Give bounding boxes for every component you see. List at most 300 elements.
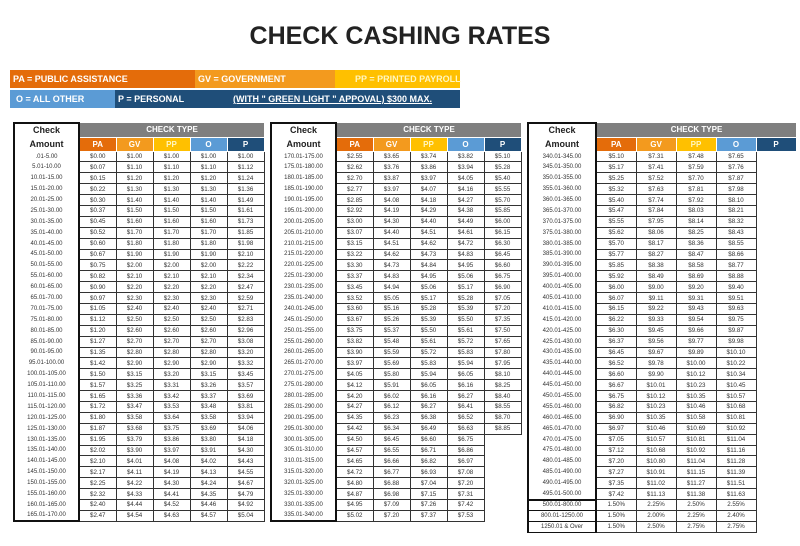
table-row: [528, 445, 796, 456]
table-row: [528, 336, 796, 347]
rate-pa: $7.12: [596, 445, 636, 456]
rate-pa: $4.57: [336, 445, 373, 456]
rate-pa: $2.10: [79, 456, 116, 467]
table-row: [271, 195, 521, 206]
rate-p: $4.55: [227, 467, 264, 478]
check-amount-range: 255.01-260.00: [271, 336, 336, 347]
rate-p: $8.85: [484, 423, 521, 434]
table-row: [528, 478, 796, 489]
table-row: [271, 358, 521, 369]
check-amount-range: 70.01-75.00: [14, 303, 79, 314]
table-row: [271, 489, 521, 500]
check-amount-range: 210.01-215.00: [271, 238, 336, 249]
rate-pa: $0.45: [79, 216, 116, 227]
rate-table-1: [13, 122, 265, 522]
check-amount-range: 60.01-65.00: [14, 282, 79, 293]
rate-pa: $6.97: [596, 423, 636, 434]
rate-pp: $2.80: [153, 347, 190, 358]
check-amount-range: 55.01-60.00: [14, 271, 79, 282]
rate-pa: $3.60: [336, 303, 373, 314]
rate-gv: $3.97: [373, 184, 410, 195]
check-amount-range: 170.01-175.00: [271, 151, 336, 162]
table-row: [271, 249, 521, 260]
rate-o: $6.41: [447, 401, 484, 412]
check-amount-range: 440.01-445.00: [528, 369, 596, 380]
rate-pa: $4.27: [336, 401, 373, 412]
check-amount-range: 205.01-210.00: [271, 227, 336, 238]
table-row: [14, 260, 264, 271]
rate-pa: $6.90: [596, 412, 636, 423]
rate-pa: $0.52: [79, 227, 116, 238]
table-row: [271, 216, 521, 227]
check-amount-range: 405.01-410.00: [528, 293, 596, 304]
rate-pp: $6.27: [410, 401, 447, 412]
rate-pa: $1.20: [79, 325, 116, 336]
check-amount-range: 310.01-315.00: [271, 456, 336, 467]
rate-p: $7.95: [484, 358, 521, 369]
rate-o: $1.90: [190, 249, 227, 260]
rate-pp: $7.15: [410, 489, 447, 500]
empty-cell: [756, 205, 796, 216]
table-row: [14, 184, 264, 195]
rate-o: $4.13: [190, 467, 227, 478]
check-amount-range: 355.01-360.00: [528, 184, 596, 195]
rate-pa: $2.85: [336, 195, 373, 206]
table-row: [528, 325, 796, 336]
rate-pa: $2.40: [79, 500, 116, 511]
rate-gv: $9.78: [636, 358, 676, 369]
rate-pp: $9.89: [676, 347, 716, 358]
rate-pa: $6.45: [596, 347, 636, 358]
rate-gv: $7.20: [373, 510, 410, 521]
rate-gv: $6.88: [373, 478, 410, 489]
rate-pp: $4.30: [153, 478, 190, 489]
rate-o: $3.58: [190, 412, 227, 423]
rate-pa: $5.02: [336, 510, 373, 521]
table-row: [14, 423, 264, 434]
check-amount-range: 370.01-375.00: [528, 216, 596, 227]
empty-cell: [756, 467, 796, 478]
rate-pa: $4.87: [336, 489, 373, 500]
rate-gv: $9.33: [636, 314, 676, 325]
rate-pa: $5.55: [596, 216, 636, 227]
rate-pa: $3.82: [336, 336, 373, 347]
rate-pp: $4.19: [153, 467, 190, 478]
empty-cell: [756, 521, 796, 532]
rate-p: $2.71: [227, 303, 264, 314]
rate-o: $8.66: [716, 249, 756, 260]
rate-gv: $7.31: [636, 151, 676, 162]
check-amount-range: 305.01-310.00: [271, 445, 336, 456]
check-amount-range: 245.01-250.00: [271, 314, 336, 325]
empty-cell: [756, 195, 796, 206]
col-header-p: P: [756, 137, 796, 151]
rate-pp: $3.75: [153, 423, 190, 434]
rate-gv: $2.70: [116, 336, 153, 347]
table-row: [271, 347, 521, 358]
table-row: [528, 162, 796, 173]
check-amount-range: 85.01-90.00: [14, 336, 79, 347]
rate-gv: $1.20: [116, 173, 153, 184]
rate-o: $7.98: [716, 184, 756, 195]
rate-gv: $10.57: [636, 434, 676, 445]
percent-row: [528, 510, 796, 521]
rate-p: $2.34: [227, 271, 264, 282]
rate-o: $11.16: [716, 445, 756, 456]
col-header-o: O: [716, 137, 756, 151]
table-row: [14, 467, 264, 478]
rate-p: $5.28: [484, 162, 521, 173]
rate-gv: $1.50: [116, 205, 153, 216]
check-amount-range: 480.01-485.00: [528, 456, 596, 467]
rate-pa: $7.27: [596, 467, 636, 478]
table-row: [528, 369, 796, 380]
rate-pa: $0.22: [79, 184, 116, 195]
rate-pp: $5.72: [410, 347, 447, 358]
check-amount-range: 265.01-270.00: [271, 358, 336, 369]
rate-gv: $4.11: [116, 467, 153, 478]
rate-pa: $6.15: [596, 303, 636, 314]
empty-cell: [756, 173, 796, 184]
rate-gv: $4.19: [373, 205, 410, 216]
rate-o: $5.17: [447, 282, 484, 293]
rate-pa: $3.07: [336, 227, 373, 238]
check-amount-range: 455.01-460.00: [528, 401, 596, 412]
table-row: [14, 314, 264, 325]
rate-pp: $9.20: [676, 282, 716, 293]
percent-pa: 1.50%: [596, 510, 636, 521]
empty-cell: [756, 336, 796, 347]
rate-o: $11.51: [716, 478, 756, 489]
check-amount-range: 190.01-195.00: [271, 195, 336, 206]
rate-pa: $3.30: [336, 260, 373, 271]
rate-pa: $1.72: [79, 401, 116, 412]
rate-pa: $0.60: [79, 238, 116, 249]
rate-p: $4.30: [227, 445, 264, 456]
check-amount-range: 110.01-115.00: [14, 391, 79, 402]
rate-pa: $4.35: [336, 412, 373, 423]
rate-gv: $11.02: [636, 478, 676, 489]
rate-pp: $1.10: [153, 162, 190, 173]
check-amount-range: 260.01-265.00: [271, 347, 336, 358]
rate-pp: $1.20: [153, 173, 190, 184]
col-header-pa: PA: [596, 137, 636, 151]
rate-pp: $9.66: [676, 325, 716, 336]
check-amount-range: 90.01-95.00: [14, 347, 79, 358]
rate-o: $4.61: [447, 227, 484, 238]
rate-gv: $1.30: [116, 184, 153, 195]
table-row: [528, 412, 796, 423]
rate-o: $8.43: [716, 227, 756, 238]
check-amount-range: 120.01-125.00: [14, 412, 79, 423]
table-row: [14, 369, 264, 380]
table-row: [271, 271, 521, 282]
rate-o: $10.68: [716, 401, 756, 412]
rate-gv: $9.11: [636, 293, 676, 304]
rate-pp: $3.97: [410, 173, 447, 184]
rate-pp: $7.92: [676, 195, 716, 206]
legend-pa: PA = PUBLIC ASSISTANCE: [10, 70, 195, 88]
check-amount-range: 195.01-200.00: [271, 205, 336, 216]
rate-o: $5.83: [447, 347, 484, 358]
rate-pa: $2.70: [336, 173, 373, 184]
rate-pp: $3.74: [410, 151, 447, 162]
rate-gv: $6.55: [373, 445, 410, 456]
rate-p: $3.45: [227, 369, 264, 380]
empty-cell: [484, 467, 521, 478]
percent-o: 2.40%: [716, 510, 756, 521]
rate-pa: $0.67: [79, 249, 116, 260]
rate-pa: $6.30: [596, 325, 636, 336]
rate-gv: $2.40: [116, 303, 153, 314]
check-amount-range: 475.01-480.00: [528, 445, 596, 456]
check-header: Check: [271, 123, 336, 137]
rate-gv: $1.70: [116, 227, 153, 238]
rate-pa: $6.00: [596, 282, 636, 293]
rate-o: $8.88: [716, 271, 756, 282]
check-amount-range: 75.01-80.00: [14, 314, 79, 325]
legend-pp: PP = PRINTED PAYROLL: [335, 70, 460, 88]
rate-p: $6.75: [484, 271, 521, 282]
table-row: [14, 412, 264, 423]
col-header-p: P: [227, 137, 264, 151]
rate-pp: $10.12: [676, 369, 716, 380]
rate-gv: $3.79: [116, 434, 153, 445]
check-amount-range: 150.01-155.00: [14, 478, 79, 489]
header-row: [271, 123, 521, 137]
table-row: [14, 173, 264, 184]
rate-gv: $3.25: [116, 380, 153, 391]
rate-gv: $1.80: [116, 238, 153, 249]
rate-gv: $11.13: [636, 489, 676, 500]
rate-pa: $4.80: [336, 478, 373, 489]
rate-gv: $6.77: [373, 467, 410, 478]
check-amount-range: 20.01-25.00: [14, 195, 79, 206]
col-header-gv: GV: [373, 137, 410, 151]
rate-pp: $3.42: [153, 391, 190, 402]
rate-gv: $4.08: [373, 195, 410, 206]
rate-p: $7.65: [484, 336, 521, 347]
rate-pp: $8.58: [676, 260, 716, 271]
rate-o: $1.80: [190, 238, 227, 249]
rate-p: $3.32: [227, 358, 264, 369]
rate-p: $3.94: [227, 412, 264, 423]
rate-gv: $10.35: [636, 412, 676, 423]
rate-pp: $7.59: [676, 162, 716, 173]
rate-pa: $5.77: [596, 249, 636, 260]
rate-pa: $4.20: [336, 391, 373, 402]
rate-o: $3.26: [190, 380, 227, 391]
rate-p: $5.55: [484, 184, 521, 195]
rates-table: [270, 122, 522, 522]
rate-pa: $4.50: [336, 434, 373, 445]
rate-o: $4.83: [447, 249, 484, 260]
rate-gv: $2.20: [116, 282, 153, 293]
empty-cell: [756, 369, 796, 380]
table-row: [528, 271, 796, 282]
table-row: [14, 205, 264, 216]
check-amount-range: 430.01-435.00: [528, 347, 596, 358]
rate-pp: $11.27: [676, 478, 716, 489]
table-row: [271, 227, 521, 238]
rate-pa: $1.80: [79, 412, 116, 423]
rate-pp: $7.37: [410, 510, 447, 521]
rate-gv: $6.45: [373, 434, 410, 445]
rate-pa: $7.20: [596, 456, 636, 467]
rate-gv: $2.00: [116, 260, 153, 271]
empty-cell: [484, 500, 521, 511]
rate-gv: $5.16: [373, 303, 410, 314]
table-row: [14, 445, 264, 456]
rate-p: $7.20: [484, 303, 521, 314]
rate-o: $4.38: [447, 205, 484, 216]
table-row: [528, 467, 796, 478]
rate-pp: $4.41: [153, 489, 190, 500]
rate-p: $6.00: [484, 216, 521, 227]
rate-o: $4.05: [447, 173, 484, 184]
rate-gv: $5.05: [373, 293, 410, 304]
rate-pp: $4.51: [410, 227, 447, 238]
rate-gv: $5.37: [373, 325, 410, 336]
rate-p: $8.40: [484, 391, 521, 402]
table-row: [528, 434, 796, 445]
rate-p: $2.22: [227, 260, 264, 271]
rate-o: $1.40: [190, 195, 227, 206]
table-row: [528, 260, 796, 271]
check-amount-range: 95.01-100.00: [14, 358, 79, 369]
table-row: [271, 282, 521, 293]
check-amount-range: 240.01-245.00: [271, 303, 336, 314]
empty-cell: [756, 510, 796, 521]
rate-pa: $6.67: [596, 380, 636, 391]
table-row: [14, 391, 264, 402]
rate-gv: $5.48: [373, 336, 410, 347]
table-row: [528, 380, 796, 391]
check-amount-range: 105.01-110.00: [14, 380, 79, 391]
table-row: [528, 358, 796, 369]
check-amount-range: 235.01-240.00: [271, 293, 336, 304]
check-amount-range: 30.01-35.00: [14, 216, 79, 227]
percent-gv: 2.25%: [636, 500, 676, 511]
empty-cell: [756, 358, 796, 369]
table-row: [14, 510, 264, 521]
empty-cell: [756, 380, 796, 391]
table-row: [271, 369, 521, 380]
rate-gv: $10.23: [636, 401, 676, 412]
rate-o: $9.40: [716, 282, 756, 293]
rate-gv: $10.46: [636, 423, 676, 434]
rate-o: $5.94: [447, 358, 484, 369]
rate-pp: $3.31: [153, 380, 190, 391]
rate-gv: $2.10: [116, 271, 153, 282]
check-amount-range: 125.01-130.00: [14, 423, 79, 434]
rate-pa: $2.55: [336, 151, 373, 162]
rate-pa: $5.40: [596, 195, 636, 206]
rate-gv: $5.69: [373, 358, 410, 369]
rate-gv: $3.15: [116, 369, 153, 380]
rate-pp: $4.95: [410, 271, 447, 282]
check-amount-range: 220.01-225.00: [271, 260, 336, 271]
rate-gv: $9.56: [636, 336, 676, 347]
table-row: [14, 456, 264, 467]
rate-o: $5.72: [447, 336, 484, 347]
table-row: [528, 423, 796, 434]
table-row: [528, 249, 796, 260]
table-row: [528, 227, 796, 238]
rate-gv: $1.60: [116, 216, 153, 227]
empty-cell: [756, 478, 796, 489]
table-row: [14, 500, 264, 511]
rate-pa: $0.00: [79, 151, 116, 162]
rate-pa: $2.32: [79, 489, 116, 500]
rate-gv: $2.90: [116, 358, 153, 369]
rate-o: $7.87: [716, 173, 756, 184]
rate-pp: $10.00: [676, 358, 716, 369]
rate-pp: $6.49: [410, 423, 447, 434]
subheader-row: [271, 137, 521, 151]
rate-pa: $3.00: [336, 216, 373, 227]
rate-pa: $0.97: [79, 293, 116, 304]
empty-cell: [756, 412, 796, 423]
table-row: [14, 282, 264, 293]
empty-cell: [484, 489, 521, 500]
check-amount-range: 1250.01 & Over: [528, 521, 596, 532]
check-amount-range: 275.01-280.00: [271, 380, 336, 391]
rate-gv: $1.90: [116, 249, 153, 260]
rate-gv: $3.90: [116, 445, 153, 456]
empty-cell: [756, 293, 796, 304]
rate-pp: $4.18: [410, 195, 447, 206]
table-row: [528, 282, 796, 293]
empty-cell: [756, 423, 796, 434]
rate-pa: $1.57: [79, 380, 116, 391]
check-amount-range: 375.01-380.00: [528, 227, 596, 238]
rate-pa: $2.02: [79, 445, 116, 456]
rate-pp: $1.40: [153, 195, 190, 206]
rate-o: $7.76: [716, 162, 756, 173]
rate-pp: $9.54: [676, 314, 716, 325]
rate-o: $9.63: [716, 303, 756, 314]
rate-o: $10.57: [716, 391, 756, 402]
rate-pp: $7.70: [676, 173, 716, 184]
empty-cell: [756, 249, 796, 260]
rate-pp: $1.00: [153, 151, 190, 162]
rate-gv: $6.02: [373, 391, 410, 402]
empty-cell: [756, 271, 796, 282]
check-amount-range: 175.01-180.00: [271, 162, 336, 173]
rate-o: $9.87: [716, 325, 756, 336]
table-row: [14, 238, 264, 249]
table-row: [271, 467, 521, 478]
rate-o: $5.61: [447, 325, 484, 336]
rate-pa: $4.12: [336, 380, 373, 391]
rate-p: $2.10: [227, 249, 264, 260]
rates-table: [13, 122, 265, 522]
rate-pp: $10.35: [676, 391, 716, 402]
header-row: [14, 123, 264, 137]
table-row: [271, 500, 521, 511]
check-amount-range: 15.01-20.00: [14, 184, 79, 195]
rate-pp: $8.36: [676, 238, 716, 249]
check-amount-range: 130.01-135.00: [14, 434, 79, 445]
rate-o: $5.06: [447, 271, 484, 282]
rate-pp: $5.83: [410, 358, 447, 369]
check-amount-range: 50.01-55.00: [14, 260, 79, 271]
rate-o: $2.70: [190, 336, 227, 347]
rate-p: $3.69: [227, 391, 264, 402]
empty-cell: [484, 445, 521, 456]
rate-gv: $2.50: [116, 314, 153, 325]
